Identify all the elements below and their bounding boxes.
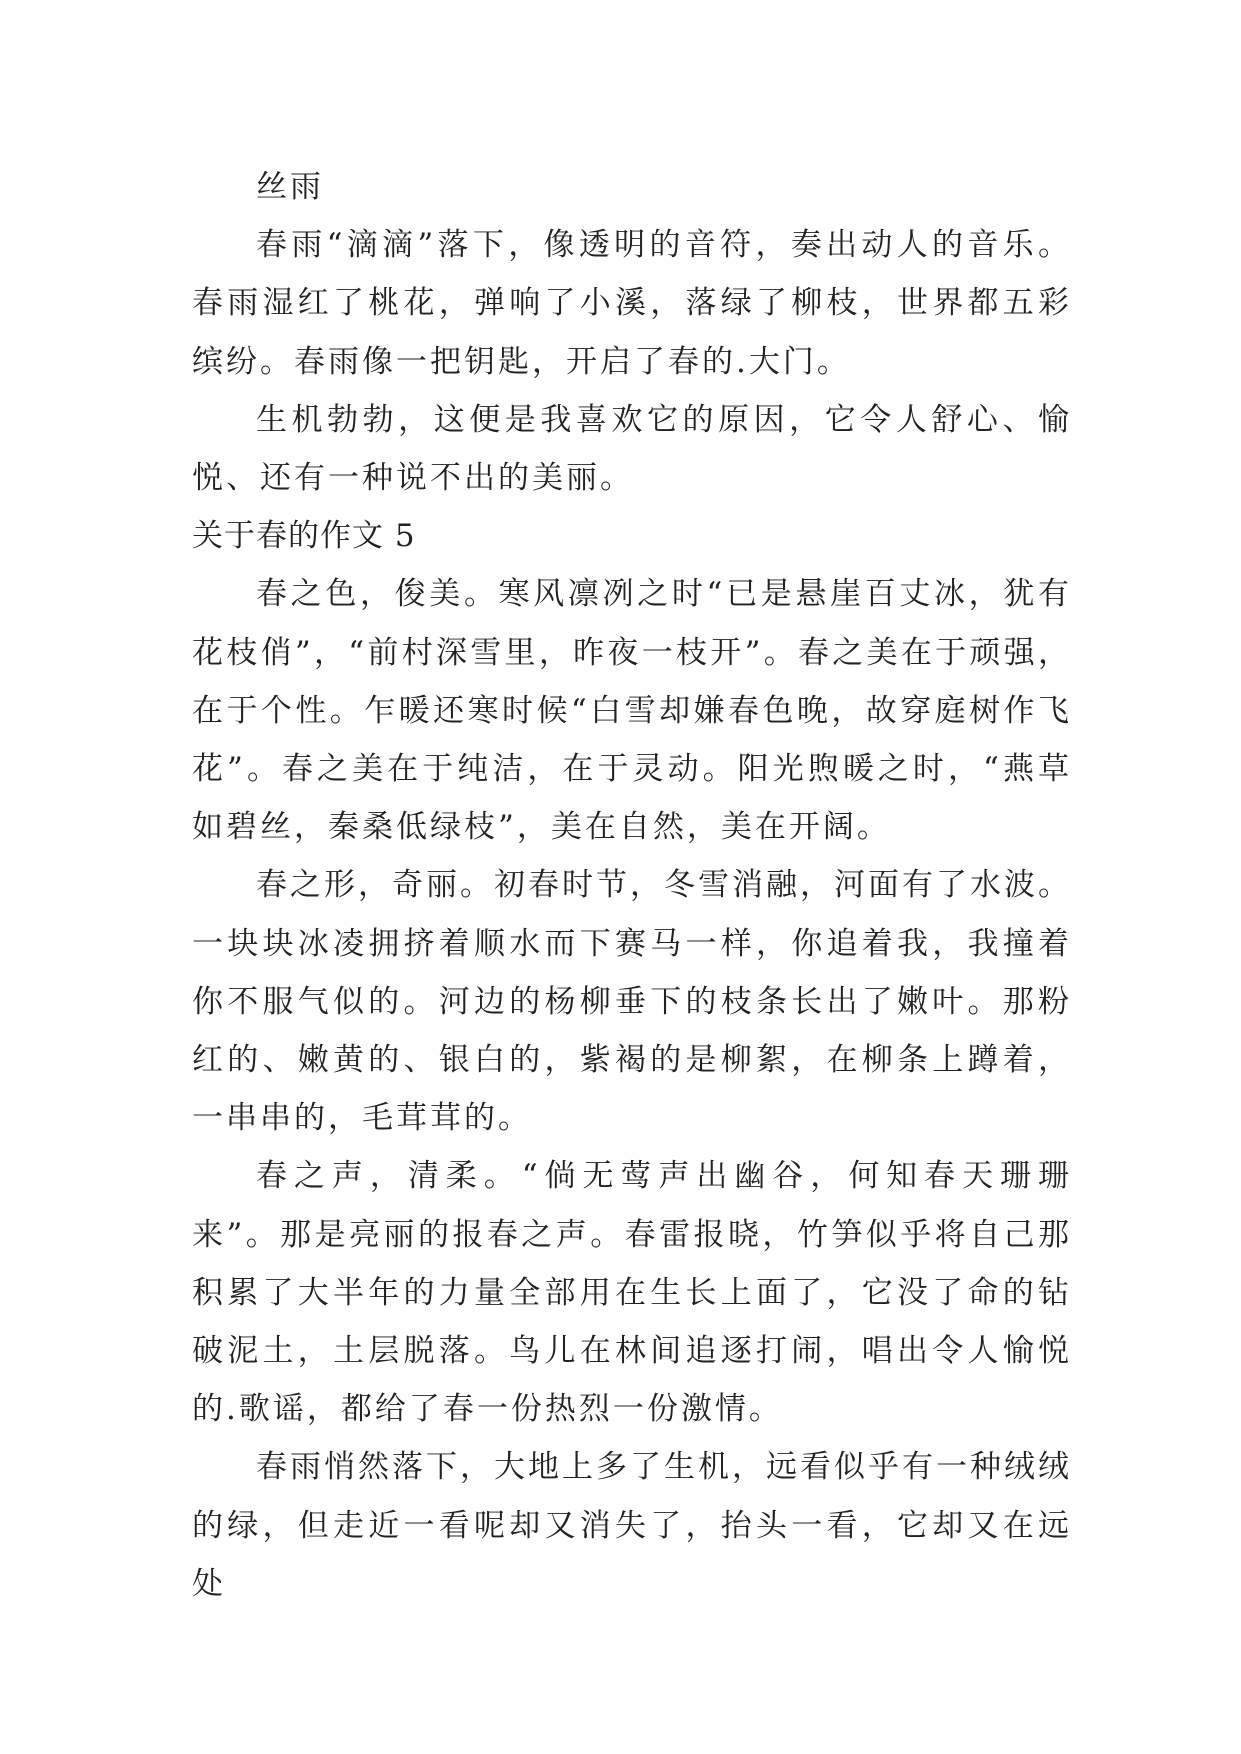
paragraph: 春雨“滴滴”落下，像透明的音符，奏出动人的音乐。春雨湿红了桃花，弹响了小溪，落绿了柳枝，世界都五彩缤纷。春雨像一把钥匙，开启了春的.大门。 bbox=[192, 227, 1072, 380]
paragraph: 春之声，清柔。“倘无莺声出幽谷，何知春天珊珊来”。那是亮丽的报春之声。春雷报晓，竹笋似乎将自己那积累了大半年的力量全部用在生长上面了，它没了命的钻破泥土，土层脱落。鸟儿在林间追逐打闹，唱出令人愉悦的.歌谣，都给了春一份热烈一份激情。 bbox=[192, 1158, 1072, 1428]
paragraph: 春之形，奇丽。初春时节，冬雪消融，河面有了水波。一块块冰凌拥挤着顺水而下赛马一样，你追着我，我撞着你不服气似的。河边的杨柳垂下的枝条长出了嫩叶。那粉红的、嫩黄的、银白的，紫褐的是柳絮，在柳条上蹲着，一串串的，毛茸茸的。 bbox=[192, 867, 1072, 1137]
paragraph: 生机勃勃，这便是我喜欢它的原因，它令人舒心、愉悦、还有一种说不出的美丽。 bbox=[192, 401, 1072, 497]
paragraph-title-siyu: 丝雨 bbox=[256, 169, 324, 205]
paragraph: 春雨悄然落下，大地上多了生机，远看似乎有一种绒绒的绿，但走近一看呢却又消失了，抬头一看，它却又在远处 bbox=[192, 1449, 1072, 1602]
document-body bbox=[192, 158, 1072, 1613]
section-heading: 关于春的作文 5 bbox=[192, 518, 416, 555]
paragraph: 春之色，俊美。寒风凛冽之时“已是悬崖百丈冰，犹有花枝俏”，“前村深雪里，昨夜一枝开”。春之美在于顽强，在于个性。乍暖还寒时候“白雪却嫌春色晚，故穿庭树作飞花”。春之美在于纯洁，在于灵动。阳光煦暖之时，“燕草如碧丝，秦桑低绿枝”，美在自然，美在开阔。 bbox=[192, 576, 1072, 846]
